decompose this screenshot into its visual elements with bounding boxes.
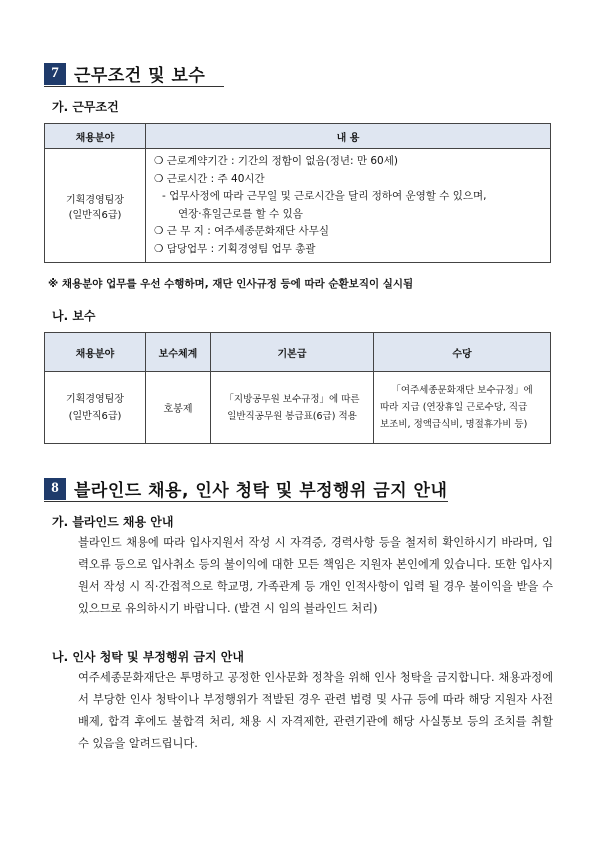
field-grade: (일반직6급) [68, 209, 122, 221]
table-header: 기본급 [211, 333, 374, 372]
section-number: 8 [44, 478, 66, 500]
section-underline [44, 86, 224, 87]
field-name: 기획경영팀장 [66, 393, 124, 405]
table-header: 보수체계 [146, 333, 211, 372]
base-pay-line: 「지방공무원 보수규정」에 따른 [224, 393, 360, 405]
field-cell [45, 372, 146, 444]
list-item: - 업무사정에 따라 근무일 및 근로시간을 달리 정하여 운영할 수 있으며, [162, 190, 487, 202]
section-8-header [44, 476, 447, 501]
allowance-line: 「여주세종문화재단 보수규정」에 [391, 385, 533, 396]
blind-hiring-paragraph: 블라인드 채용에 따라 입사지원서 작성 시 자격증, 경력사항 등을 철저히 확인하시기 바라며, 입력오류 등으로 입사취소 등의 불이익에 대한 모든 책임은 지원자 본인에게 있습니다. 또한 입사지원서 작성 시 직·간접적으로 학교명, 가족관계 등 개인 인적사항이 입력 될 경우 불이익을 받을 수 있으므로 유의하시기 바랍니다. (발견 시 임의 블라인드 처리) [78, 536, 553, 615]
base-pay-line: 일반직공무원 봉급표(6급) 적용 [227, 410, 357, 422]
allowance-line: 보조비, 정액급식비, 명절휴가비 등) [380, 419, 528, 430]
pay-table [44, 332, 551, 444]
field-name: 기획경영팀장 [66, 194, 124, 206]
list-item: 연장·휴일근로를 할 수 있음 [178, 207, 303, 220]
list-item: ❍ 근 무 지 : 여주세종문화재단 사무실 [154, 225, 329, 237]
table-header: 채용분야 [45, 333, 146, 372]
base-pay-cell [211, 372, 374, 444]
solicitation-paragraph: 여주세종문화재단은 투명하고 공정한 인사문화 정착을 위해 인사 청탁을 금지합니다. 채용과정에서 부당한 인사 청탁이나 부정행위가 적발된 경우 관련 법령 및 사규 등에 따라 해당 지원자 사전배제, 합격 후에도 불합격 처리, 채용 시 자격제한, 관련기관에 해당 사실통보 등의 조치를 취할 수 있음을 알려드립니다. [78, 671, 553, 750]
subheading-solicitation: 나. 인사 청탁 및 부정행위 금지 안내 [52, 650, 244, 664]
allowance-cell [374, 372, 551, 444]
table-header: 내 용 [146, 124, 551, 149]
list-item: ❍ 근로계약기간 : 기간의 정함이 없음(정년: 만 60세) [154, 155, 398, 167]
section-underline [44, 501, 448, 502]
section-number: 7 [44, 63, 66, 85]
list-item: ❍ 근로시간 : 주 40시간 [154, 172, 265, 185]
field-cell [45, 149, 146, 263]
subheading-blind-hiring: 가. 블라인드 채용 안내 [52, 515, 174, 529]
work-conditions-table [44, 123, 551, 263]
subheading-work-conditions: 가. 근무조건 [52, 100, 119, 114]
section-title: 블라인드 채용, 인사 청탁 및 부정행위 금지 안내 [74, 481, 448, 501]
subheading-pay: 나. 보수 [52, 309, 96, 323]
allowance-line: 따라 지급 (연장휴일 근로수당, 직급 [380, 402, 528, 413]
pay-system-cell: 호봉제 [146, 372, 211, 444]
list-item: ❍ 담당업무 : 기획경영팀 업무 총괄 [154, 242, 316, 255]
table-header: 채용분야 [45, 124, 146, 149]
section-title: 근무조건 및 보수 [74, 66, 206, 86]
field-grade: (일반직6급) [68, 410, 122, 422]
note-text: ※ 채용분야 업무를 우선 수행하며, 재단 인사규정 등에 따라 순환보직이 실시됨 [48, 278, 414, 290]
content-cell [146, 149, 551, 263]
section-7-header [44, 61, 205, 86]
table-header: 수당 [374, 333, 551, 372]
